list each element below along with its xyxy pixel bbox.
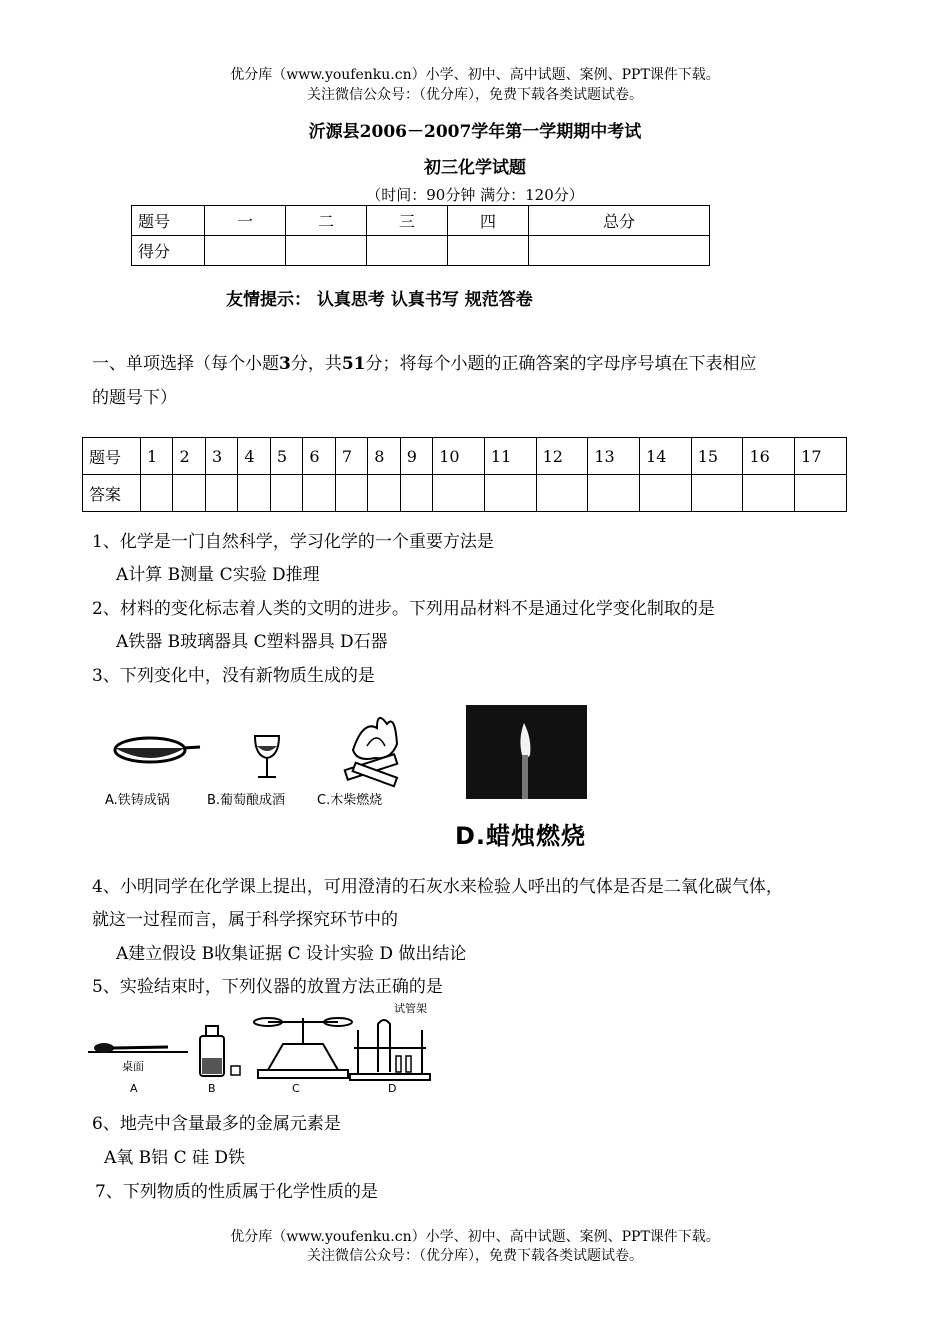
answer-cell[interactable] bbox=[173, 475, 205, 512]
question-3: 3、下列变化中，没有新物质生成的是 bbox=[92, 666, 375, 686]
question-number-cell: 12 bbox=[536, 438, 588, 475]
question-number-cell: 10 bbox=[433, 438, 485, 475]
score-header-cell: 题号 bbox=[132, 206, 205, 236]
question-6: 6、地壳中含量最多的金属元素是 bbox=[92, 1114, 341, 1134]
candle-photo bbox=[466, 705, 587, 799]
question-number-cell: 1 bbox=[141, 438, 173, 475]
section1-points: 3 bbox=[279, 354, 291, 374]
question-4-line2: 就这一过程而言，属于科学探究环节中的 bbox=[92, 910, 398, 930]
exam-subtitle: 初三化学试题 bbox=[424, 158, 526, 178]
question-1: 1、化学是一门自然科学，学习化学的一个重要方法是 bbox=[92, 532, 494, 552]
dropper-on-table-icon bbox=[88, 1043, 188, 1073]
question-number-cell: 14 bbox=[640, 438, 692, 475]
question-number-cell: 9 bbox=[400, 438, 432, 475]
question-number-cell: 3 bbox=[205, 438, 237, 475]
test-tube-rack-icon bbox=[350, 1001, 430, 1080]
question-number-cell: 16 bbox=[743, 438, 795, 475]
section1-intro-c: 分；将每个小题的正确答案的字母序号填在下表相应 bbox=[365, 354, 757, 374]
q5-label-b: B bbox=[208, 1082, 216, 1095]
score-header-cell: 一 bbox=[205, 206, 286, 236]
score-cell[interactable] bbox=[286, 236, 367, 266]
answer-cell[interactable] bbox=[536, 475, 588, 512]
q3-illustration bbox=[95, 700, 440, 825]
question-2-options: A铁器 B玻璃器具 C塑料器具 D石器 bbox=[116, 632, 388, 652]
time-note: （时间：90分钟 满分：120分） bbox=[366, 186, 584, 204]
answer-cell[interactable] bbox=[270, 475, 302, 512]
score-header-cell: 二 bbox=[286, 206, 367, 236]
question-6-options: A氧 B铝 C 硅 D铁 bbox=[104, 1148, 246, 1168]
balance-scale-icon bbox=[254, 1018, 352, 1078]
answer-cell[interactable] bbox=[400, 475, 432, 512]
score-header-cell: 三 bbox=[367, 206, 448, 236]
score-row-label: 得分 bbox=[132, 236, 205, 266]
frying-pan-icon bbox=[115, 738, 200, 762]
score-header-cell: 四 bbox=[448, 206, 529, 236]
site-banner-line1: 优分库（www.youfenku.cn）小学、初中、高中试题、案例、PPT课件下载。 bbox=[230, 67, 720, 83]
score-cell[interactable] bbox=[205, 236, 286, 266]
question-number-cell: 2 bbox=[173, 438, 205, 475]
section1-intro-line2: 的题号下） bbox=[92, 388, 177, 408]
question-1-options: A计算 B测量 C实验 D推理 bbox=[116, 565, 320, 585]
question-number-cell: 4 bbox=[238, 438, 270, 475]
question-number-cell: 8 bbox=[368, 438, 400, 475]
burning-wood-icon bbox=[345, 718, 398, 786]
question-number-cell: 11 bbox=[484, 438, 536, 475]
answer-cell[interactable] bbox=[743, 475, 795, 512]
section1-intro-a: 一、单项选择（每个小题 bbox=[92, 354, 279, 374]
q5-label-a: A bbox=[130, 1082, 138, 1095]
answer-cell[interactable] bbox=[238, 475, 270, 512]
question-number-cell: 5 bbox=[270, 438, 302, 475]
answer-cell[interactable] bbox=[795, 475, 847, 512]
q5-illustration bbox=[88, 1000, 438, 1095]
q5-label-c: C bbox=[292, 1082, 300, 1095]
question-2: 2、材料的变化标志着人类的文明的进步。下列用品材料不是通过化学变化制取的是 bbox=[92, 599, 715, 619]
answer-cell[interactable] bbox=[368, 475, 400, 512]
answer-cell[interactable] bbox=[640, 475, 692, 512]
score-cell[interactable] bbox=[529, 236, 710, 266]
site-banner-line2: 关注微信公众号：（优分库），免费下载各类试题试卷。 bbox=[307, 87, 643, 103]
question-number-cell: 17 bbox=[795, 438, 847, 475]
question-number-cell: 13 bbox=[588, 438, 640, 475]
footer-banner-line2: 关注微信公众号：（优分库），免费下载各类试题试卷。 bbox=[307, 1248, 643, 1264]
question-4-options: A建立假设 B收集证据 C 设计实验 D 做出结论 bbox=[116, 944, 467, 964]
score-header-cell: 总分 bbox=[529, 206, 710, 236]
q3-caption-d: D.蜡烛燃烧 bbox=[455, 822, 587, 850]
q5-label-d: D bbox=[388, 1082, 397, 1095]
answer-table bbox=[82, 437, 847, 512]
score-cell[interactable] bbox=[448, 236, 529, 266]
q3-caption-b: B.葡萄酿成酒 bbox=[207, 793, 286, 808]
answer-cell[interactable] bbox=[335, 475, 367, 512]
question-5: 5、实验结束时，下列仪器的放置方法正确的是 bbox=[92, 977, 443, 997]
answer-cell[interactable] bbox=[303, 475, 335, 512]
friendly-tip: 友情提示： 认真思考 认真书写 规范答卷 bbox=[226, 290, 533, 310]
answer-cell[interactable] bbox=[433, 475, 485, 512]
answer-cell[interactable] bbox=[205, 475, 237, 512]
answer-cell[interactable] bbox=[691, 475, 743, 512]
answer-cell[interactable] bbox=[141, 475, 173, 512]
question-number-cell: 15 bbox=[691, 438, 743, 475]
q3-caption-a: A.铁铸成锅 bbox=[105, 793, 170, 808]
answer-cell[interactable] bbox=[588, 475, 640, 512]
exam-title: 沂源县2006－2007学年第一学期期中考试 bbox=[308, 122, 642, 142]
question-4-line1: 4、小明同学在化学课上提出，可用澄清的石灰水来检验人呼出的气体是否是二氧化碳气体， bbox=[92, 877, 783, 897]
question-7: 7、下列物质的性质属于化学性质的是 bbox=[95, 1182, 378, 1202]
q5-rack-label: 试管架 bbox=[394, 1002, 427, 1015]
wine-glass-icon bbox=[255, 736, 279, 777]
q5-table-label: 桌面 bbox=[122, 1060, 144, 1073]
answer-table-label: 题号 bbox=[83, 438, 141, 475]
score-table bbox=[131, 205, 710, 266]
question-number-cell: 7 bbox=[335, 438, 367, 475]
score-cell[interactable] bbox=[367, 236, 448, 266]
candle-flame-icon bbox=[466, 705, 587, 799]
section1-intro-b: 分，共 bbox=[290, 354, 342, 374]
answer-table-label: 答案 bbox=[83, 475, 141, 512]
q3-caption-c: C.木柴燃烧 bbox=[317, 793, 383, 808]
reagent-bottle-icon bbox=[200, 1026, 240, 1076]
section1-intro bbox=[92, 349, 757, 374]
answer-cell[interactable] bbox=[484, 475, 536, 512]
footer-banner-line1: 优分库（www.youfenku.cn）小学、初中、高中试题、案例、PPT课件下载。 bbox=[230, 1229, 720, 1245]
section1-total: 51 bbox=[341, 354, 366, 374]
question-number-cell: 6 bbox=[303, 438, 335, 475]
